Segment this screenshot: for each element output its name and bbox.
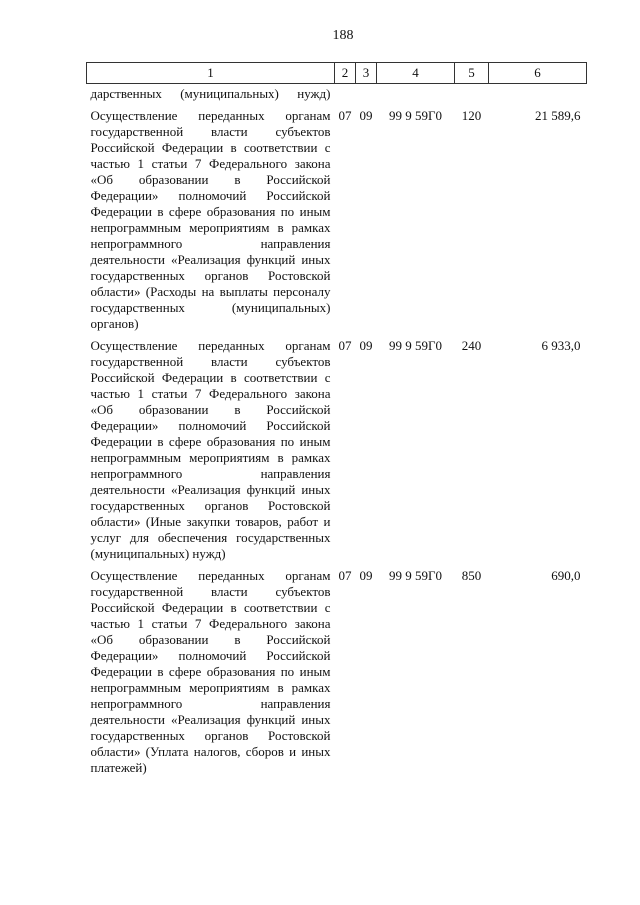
header-col-5: 5 <box>455 63 489 84</box>
row-sum <box>489 84 587 103</box>
row-pr <box>356 84 377 103</box>
table-header-row <box>87 63 587 84</box>
row-vr: 850 <box>461 568 482 583</box>
row-csr: 99 9 59Г0 <box>388 108 442 123</box>
row-name: Осуществление переданных органам государственной власти субъектов Российской Федерации в соответствии с частью 1 статьи 7 Федерального закона «Об образовании в Российской Федерации» полномочий Российской Федерации в сфере образования по иным непрограммным мероприятиям в рамках непрограммного направления деятельности «Реализация функций иных государственных органов Ростовской области» (Расходы на выплаты персоналу государственных (муниципальных) органов) <box>90 108 331 331</box>
row-sum: 690,0 <box>551 568 581 583</box>
row-rz <box>335 84 356 103</box>
row-vr: 240 <box>461 338 482 353</box>
row-name: дарственных (муниципальных) нужд) <box>90 86 331 101</box>
header-col-4: 4 <box>377 63 455 84</box>
row-name: Осуществление переданных органам государственной власти субъектов Российской Федерации в соответствии с частью 1 статьи 7 Федерального закона «Об образовании в Российской Федерации» полномочий Российской Федерации в сфере образования по иным непрограммным мероприятиям в рамках непрограммного направления деятельности «Реализация функций иных государственных органов Ростовской области» (Уплата налогов, сборов и иных платежей) <box>90 568 331 775</box>
row-vr: 120 <box>461 108 482 123</box>
header-col-3: 3 <box>356 63 377 84</box>
row-rz: 07 <box>338 108 352 123</box>
row-csr: 99 9 59Г0 <box>388 568 442 583</box>
row-rz: 07 <box>338 568 352 583</box>
table-row <box>87 562 587 776</box>
row-rz: 07 <box>338 338 352 353</box>
row-name: Осуществление переданных органам государственной власти субъектов Российской Федерации в соответствии с частью 1 статьи 7 Федерального закона «Об образовании в Российской Федерации» полномочий Российской Федерации в сфере образования по иным непрограммным мероприятиям в рамках непрограммного направления деятельности «Реализация функций иных государственных органов Ростовской области» (Иные закупки товаров, работ и услуг для обеспечения государственных (муниципальных) нужд) <box>90 338 331 561</box>
row-sum: 6 933,0 <box>541 338 581 353</box>
row-csr: 99 9 59Г0 <box>388 338 442 353</box>
header-col-6: 6 <box>489 63 587 84</box>
header-col-1: 1 <box>87 63 335 84</box>
table-row <box>87 102 587 332</box>
row-csr <box>377 84 455 103</box>
page-number: 188 <box>332 28 354 43</box>
row-pr: 09 <box>359 108 373 123</box>
row-pr: 09 <box>359 338 373 353</box>
table-row <box>87 84 587 103</box>
row-sum: 21 589,6 <box>535 108 581 123</box>
row-vr <box>455 84 489 103</box>
header-col-2: 2 <box>335 63 356 84</box>
row-pr: 09 <box>359 568 373 583</box>
table-row <box>87 332 587 562</box>
budget-table <box>86 62 587 776</box>
